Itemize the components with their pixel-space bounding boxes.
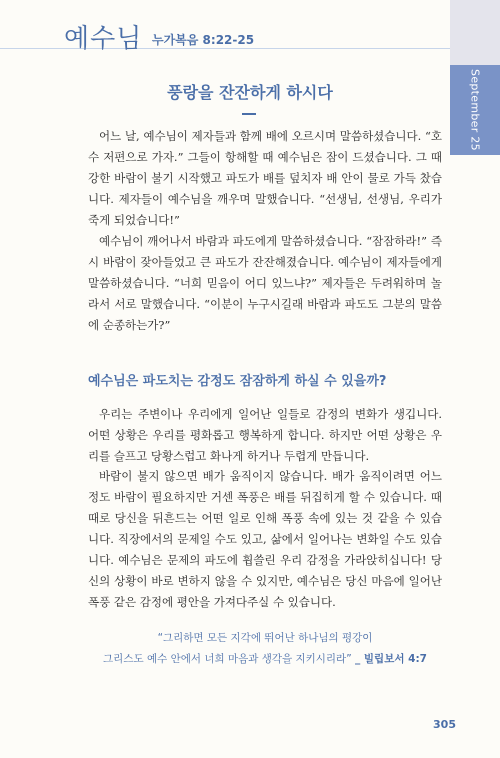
reflection-paragraph-2: 바람이 불지 않으면 배가 움직이지 않습니다. 배가 움직이려면 어느 정도 바람이 필요하지만 거센 폭풍은 배를 뒤집히게 할 수 있습니다. 때때로 당신을 뒤흔드는 어떤 일로 인해 폭풍 속에 있는 것 같을 수 있습니다. 직장에서의 문제일 수도 있고, 삶에서 일어나는 변화일 수도 있습니다. 예수님은 문제의 파도에 휩쓸린 우리 감정을 가라앉히십니다! 당신의 상황이 바로 변하지 않을 수 있지만, 예수님은 당신 마음에 일어난 폭풍 같은 감정에 평안을 가져다주실 수 있습니다. xyxy=(88,469,442,609)
page-number: 305 xyxy=(433,718,456,731)
bible-quote-line-1: “그리하면 모든 지각에 뛰어난 하나님의 평강이 xyxy=(157,632,373,644)
page-header xyxy=(0,0,450,54)
title-divider xyxy=(242,113,256,115)
header-title: 예수님 xyxy=(64,24,143,54)
bible-quote-reference: _ 빌립보서 4:7 xyxy=(355,653,427,665)
article-title: 풍랑을 잔잔하게 하시다 xyxy=(167,83,333,102)
bible-quote-line-2 xyxy=(100,651,430,666)
date-tab-label: September 25 xyxy=(468,69,482,151)
section-heading: 예수님은 파도치는 감정도 잠잠하게 하실 수 있을까? xyxy=(88,374,387,389)
scripture-reference: 누가복음 8:22-25 xyxy=(152,33,255,47)
story-paragraph-2: 예수님이 깨어나서 바람과 파도에게 말씀하셨습니다. “잠잠하라!” 즉시 바람이 잦아들었고 큰 파도가 잔잔해졌습니다. 예수님이 제자들에게 말씀하셨습니다. “너희 믿음이 어디 있느냐?” 제자들은 두려워하며 놀라서 서로 말했습니다. “이분이 누구시길래 바람과 파도도 그분의 말씀에 순종하는가?” xyxy=(88,234,442,332)
story-paragraph-1: 어느 날, 예수님이 제자들과 함께 배에 오르시며 말씀하셨습니다. “호수 저편으로 가자.” 그들이 항해할 때 예수님은 잠이 드셨습니다. 그 때 강한 바람이 불기 시작했고 파도가 배를 덮치자 배 안이 물로 가득 찼습니다. 제자들이 예수님을 깨우며 말했습니다. “선생님, 선생님, 우리가 죽게 되었습니다!” xyxy=(88,129,442,227)
reflection-paragraph-1: 우리는 주변이나 우리에게 일어난 일들로 감정의 변화가 생깁니다. 어떤 상황은 우리를 평화롭고 행복하게 합니다. 하지만 어떤 상황은 우리를 슬프고 당황스럽고 화나게 하거나 두렵게 만듭니다. xyxy=(88,407,442,463)
side-tab-background xyxy=(450,0,500,65)
bible-quote-text: 그리스도 예수 안에서 너희 마음과 생각을 지키시리라” xyxy=(103,653,352,665)
